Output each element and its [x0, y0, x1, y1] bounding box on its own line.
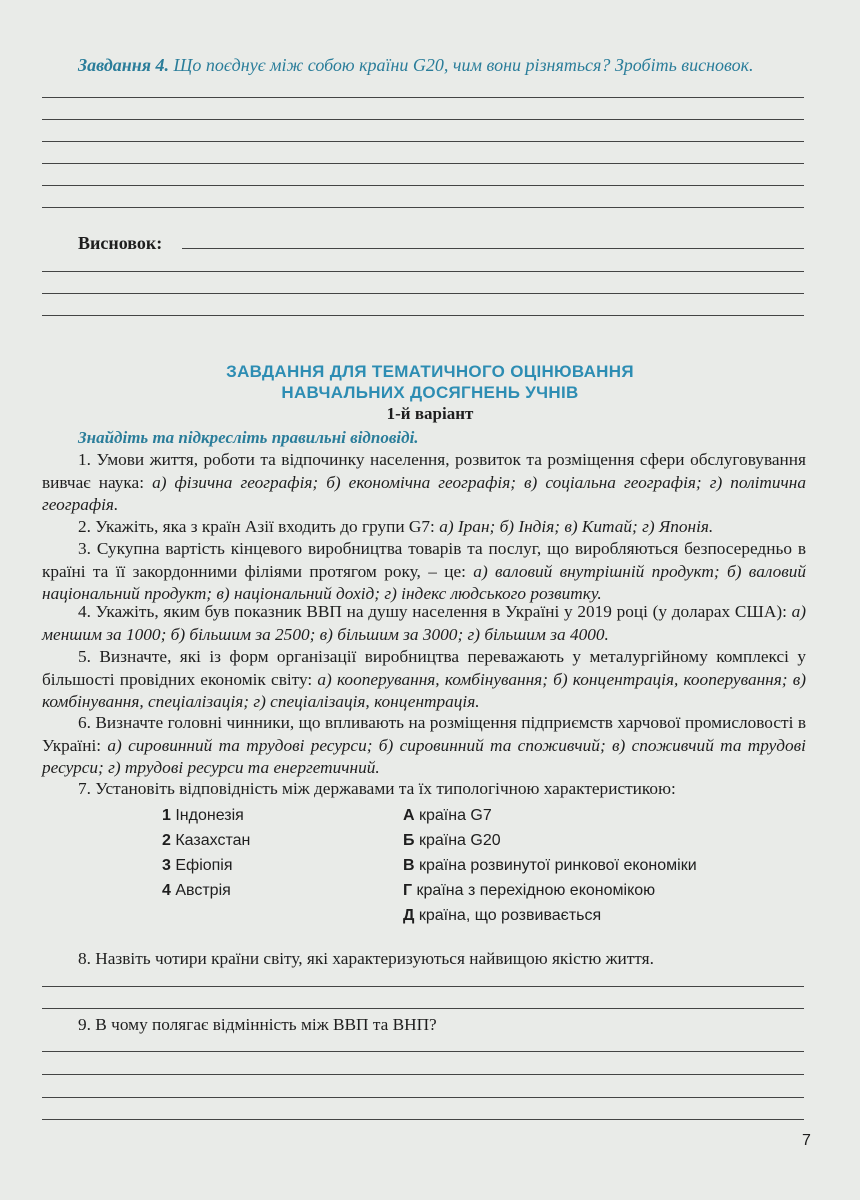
conclusion-line [182, 248, 804, 249]
question-7: 7. Установіть відповідність між державами та їх типологічною характеристикою: [78, 779, 676, 798]
answer-line [42, 207, 804, 208]
section-heading-line1: ЗАВДАННЯ ДЛЯ ТЕМАТИЧНОГО ОЦІНЮВАННЯ [226, 362, 634, 381]
question-1-options: а) фізична географія; б) економічна географія; в) соціальна географія; г) політична географія. [42, 472, 806, 514]
answer-line [42, 1097, 804, 1098]
match-right-b: Б країна G20 [403, 832, 501, 849]
answer-line [42, 271, 804, 272]
answer-line [42, 163, 804, 164]
conclusion-label: Висновок: [78, 233, 163, 253]
task-4-prompt [78, 55, 818, 76]
variant-label: 1-й варіант [386, 404, 474, 423]
answer-line [42, 986, 804, 987]
section-heading-line2: НАВЧАЛЬНИХ ДОСЯГНЕНЬ УЧНІВ [281, 383, 579, 402]
question-3-options: а) валовий внутрішній продукт; б) валовий національний продукт; в) національний дохід; г) індекс людського розвитку. [42, 561, 807, 603]
answer-line [42, 119, 804, 120]
question-2: 2. Укажіть, яка з країн Азії входить до групи G7: а) Іран; б) Індія; в) Китай; г) Японія. [78, 517, 714, 536]
match-left-4: 4 Австрія [162, 882, 231, 899]
question-5-options: а) кооперування, комбінування; б) концентрація, кооперування; в) комбінування, спеціалізація; г) спеціалізація, концентрація. [42, 669, 806, 711]
answer-line [42, 1119, 804, 1120]
question-6-options: а) сировинний та трудові ресурси; б) сировинний та споживчий; в) споживчий та трудові ресурси; г) трудові ресурси та енергетичний. [42, 735, 806, 777]
page-number: 7 [802, 1132, 811, 1149]
answer-line [42, 97, 804, 98]
answer-line [42, 1008, 804, 1009]
question-3: 3. Сукупна вартість кінцевого виробництва товарів та послуг, що виробляються безпосередньо в країні та її закордонними філіями протягом року, – це: а) валовий внутрішній продукт; б) валовий національний продукт; в) національний дохід; г) індекс людського розвитку. [42, 539, 807, 603]
match-left-2: 2 Казахстан [162, 832, 251, 849]
match-right-d: Д країна, що розвивається [403, 907, 602, 924]
match-right-v: В країна розвинутої ринкової економіки [403, 857, 697, 874]
question-1: 1. Умови життя, роботи та відпочинку населення, розвиток та розміщення сфери обслуговування вивчає наука: а) фізична географія; б) економічна географія; в) соціальна географія; г) політична географія. [42, 450, 806, 514]
answer-line [42, 315, 804, 316]
match-left-3: 3 Ефіопія [162, 857, 233, 874]
answer-line [42, 185, 804, 186]
match-right-a: А країна G7 [403, 807, 492, 824]
match-right-h: Г країна з перехідною економікою [403, 882, 656, 899]
match-left-1: 1 Індонезія [162, 807, 244, 824]
question-8: 8. Назвіть чотири країни світу, які характеризуються найвищою якістю життя. [78, 949, 654, 968]
answer-line [42, 293, 804, 294]
question-5: 5. Визначте, які із форм організації виробництва переважають у металургійному комплексі у більшості провідних економік світу: а) кооперування, комбінування; б) концентрація, кооперування; в) комбінування, спеціалізація; г) спеціалізація, концентрація. [42, 647, 806, 711]
question-9: 9. В чому полягає відмінність між ВВП та ВНП? [78, 1015, 437, 1034]
question-6: 6. Визначте головні чинники, що впливають на розміщення підприємств харчової промисловості в Україні: а) сировинний та трудові ресурси; б) сировинний та споживчий; в) споживчий та трудові ресурси; г) трудові ресурси та енергетичний. [42, 713, 806, 777]
answer-line [42, 1051, 804, 1052]
task-4-text: Що поєднує між собою країни G20, чим вони різняться? Зробіть висновок. [173, 55, 754, 75]
task-4-label: Завдання 4. [78, 55, 170, 75]
question-4-options: а) меншим за 1000; б) більшим за 2500; в) більшим за 3000; г) більшим за 4000. [42, 602, 806, 644]
question-4: 4. Укажіть, яким був показник ВВП на душу населення в Україні у 2019 році (у доларах США): а) меншим за 1000; б) більшим за 2500; в) більшим за 3000; г) більшим за 4000. [42, 602, 806, 644]
instruction: Знайдіть та підкресліть правильні відповіді. [78, 428, 419, 447]
answer-line [42, 141, 804, 142]
question-2-options: а) Іран; б) Індія; в) Китай; г) Японія. [439, 517, 714, 536]
answer-line [42, 1074, 804, 1075]
